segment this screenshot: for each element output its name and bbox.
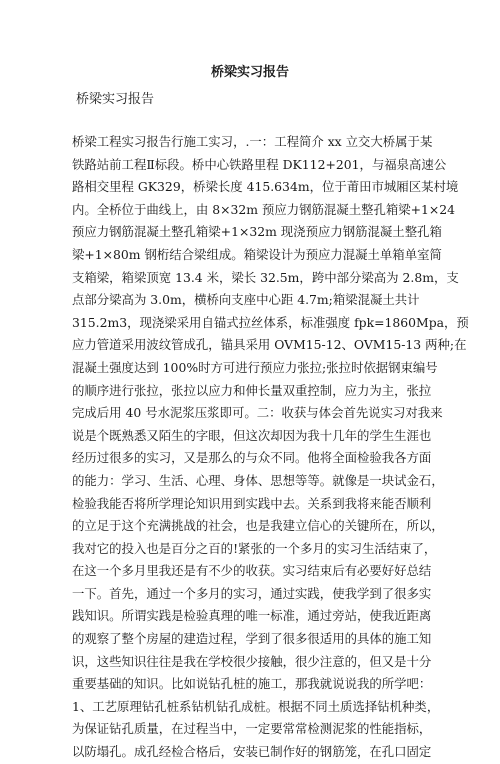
document-title: 桥梁实习报告	[210, 65, 289, 80]
body-line: 的顺序进行张拉，张拉以应力和伸长量双重控制，应力为主，张拉	[72, 382, 432, 398]
body-line: 以防塌孔。成孔经检合格后，安装已制作好的钢筋笼，在孔口固定	[72, 744, 432, 760]
body-line: 检验我能否将所学理论知识用到实践中去。关系到我将来能否顺利	[72, 495, 432, 511]
body-line: 梁+1×80m 钢桁结合梁组成。箱梁设计为预应力混凝土单箱单室简	[72, 246, 442, 262]
body-line: 路相交里程 GK329，桥梁长度 415.634m，位于莆田市城厢区某村境	[72, 179, 459, 195]
document-body	[72, 131, 469, 764]
body-line: 应力管道采用波纹管成孔，锚具采用 OVM15-12、OVM15-13 两种;在	[72, 337, 467, 353]
body-line: 经历过很多的实习，又是那么的与众不同。他将全面检验我各方面	[72, 450, 432, 466]
body-line: 完成后用 40 号水泥浆压浆即可。二：收获与体会首先说实习对我来	[72, 405, 443, 421]
body-line: 支箱梁，箱梁顶宽 13.4 米，梁长 32.5m，跨中部分梁高为 2.8m，支	[72, 269, 459, 285]
body-line: 的能力：学习、生活、心理、身体、思想等等。就像是一块试金石，	[72, 472, 444, 488]
body-line: 说是个既熟悉又陌生的字眼，但这次却因为我十几年的学生生涯也	[72, 427, 432, 443]
body-line: 的立足于这个充满挑战的社会，也是我建立信心的关键所在，所以，	[72, 518, 444, 534]
body-line: 桥梁工程实习报告行施工实习，.一：工程简介 xx 立交大桥属于某	[72, 134, 433, 149]
body-line: 我对它的投入也是百分之百的!紧张的一个多月的实习生活结束了，	[72, 540, 437, 556]
body-line: 315.2m3，现浇梁采用自锚式拉丝体系，标准强度 fpk=1860Mpa，预	[72, 314, 469, 330]
body-line: 重要基础的知识。比如说钻孔桩的施工，那我就说说我的所学吧：	[72, 676, 432, 692]
body-line: 预应力钢筋混凝土整孔箱梁+1×32m 现浇预应力钢筋混凝土整孔箱	[72, 224, 442, 240]
body-line: 践知识。所谓实践是检验真理的唯一标准，通过旁站，使我近距离	[72, 608, 432, 624]
body-line: 点部分梁高为 3.0m，横桥向支座中心距 4.7m;箱梁混凝土共计	[72, 292, 420, 308]
body-line: 内。全桥位于曲线上，由 8×32m 预应力钢筋混凝土整孔箱梁+1×24	[72, 201, 456, 217]
body-line: 在这一个多月里我还是有不少的收获。实习结束后有必要好好总结	[72, 563, 432, 579]
body-line: 混凝土强度达到 100%时方可进行预应力张拉;张拉时依据钢束编号	[72, 359, 438, 375]
body-line: 铁路站前工程Ⅱ标段。桥中心铁路里程 DK112+201，与福泉高速公	[72, 156, 447, 172]
body-line: 1、工艺原理钻孔桩系钻机钻孔成桩。根据不同土质选择钻机种类，	[72, 698, 440, 714]
document-subtitle: 桥梁实习报告	[76, 92, 155, 107]
body-line: 为保证钻孔质量，在过程当中，一定要常常检测泥浆的性能指标，	[72, 721, 432, 737]
body-line: 识，这些知识往往是我在学校很少接触，很少注意的，但又是十分	[72, 653, 432, 669]
body-line: 的观察了整个房屋的建造过程，学到了很多很适用的具体的施工知	[72, 631, 432, 647]
body-line: 一下。首先，通过一个多月的实习，通过实践，使我学到了很多实	[72, 585, 432, 601]
